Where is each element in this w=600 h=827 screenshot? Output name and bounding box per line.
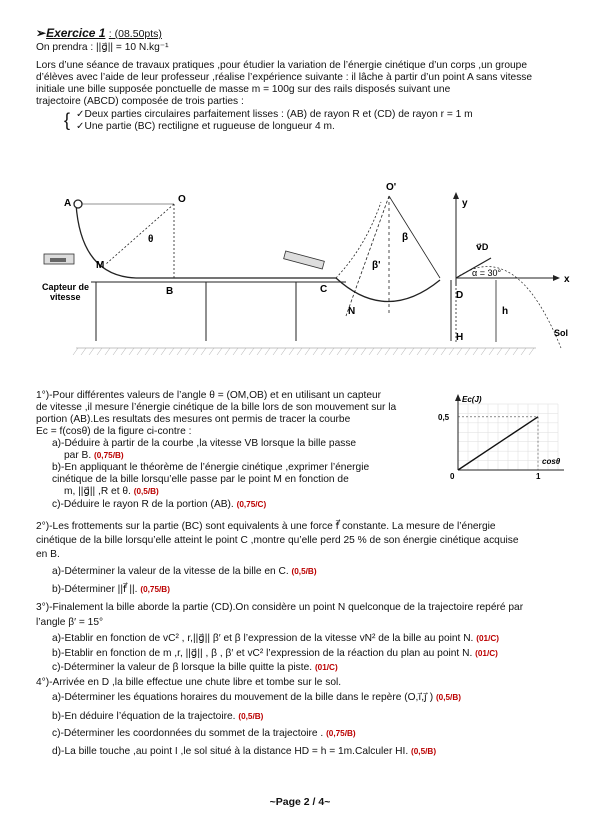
y-axis-label: Ec(J) [462,395,482,404]
page-footer: ~Page 2 / 4~ [269,796,331,808]
ground-hatch-line [73,348,78,355]
label-m: M [96,260,105,271]
label-h-point: H [456,332,464,343]
q3b-text: b)-Etablir en fonction de m ,r, ||g⃗|| , β , β′ et vC² l’expression de la réaction du plan au point N. [52,648,473,659]
q1c-line [52,499,592,511]
ground-hatch-line [385,348,390,355]
label-x: x [564,274,570,285]
q1-line-3: portion (AB).Les resultats des mesures ont permis de tracer la courbe [36,414,351,425]
intro-line-4: trajectoire (ABCD) composée de trois parties : [36,96,244,107]
q3a-line [52,633,592,645]
y-axis-arrow [455,394,461,401]
ground-hatch-line [497,348,502,355]
track-ab [76,204,136,278]
ground-hatch-line [169,348,174,355]
q4b-mark: (0,5/B) [238,712,264,721]
title-arrow-icon: ➢ [36,26,47,40]
intro-line-1: Lors d’une séance de travaux pratiques ,pour étudier la variation de l’énergie cinétique d’un corps ,un groupe [36,60,528,71]
ground-hatch-line [481,348,486,355]
label-c: C [320,284,328,295]
ground-hatch-line [289,348,294,355]
ground-hatch-line [473,348,478,355]
label-o-prime: O' [386,182,397,193]
ground-hatch-line [225,348,230,355]
ground-hatch-line [433,348,438,355]
ground-hatch-line [265,348,270,355]
q4b-text: b)-En déduire l’équation de la trajectoire. [52,711,236,722]
ground-hatch-line [137,348,142,355]
q4-line-1: 4°)-Arrivée en D ,la bille effectue une chute libre et tombe sur le sol. [36,677,342,688]
ground-hatch-line [81,348,86,355]
label-o: O [178,194,186,205]
q2b-text: b)-Déterminer ||f⃗ ||. [52,584,138,595]
y-tick-label: 0,5 [438,412,450,422]
track-cd [336,278,440,302]
x-tick-label-0: 0 [450,472,455,481]
x-axis-label: cosθ [542,457,561,466]
q2-line-2: cinétique de la bille lorsqu’elle atteint le point C ,montre qu’elle perd 25 % de son énergie cinétique acquise [36,535,519,546]
speed-sensor-icon [44,254,74,264]
q4c-text: c)-Déterminer les coordonnées du sommet de la trajectoire . [52,728,324,739]
q1c-text: c)-Déduire le rayon R de la portion (AB). [52,499,234,510]
ground-hatch-line [449,348,454,355]
q1a-mark: (0,75/B) [94,451,124,460]
q2a-line [52,566,592,578]
q1-line-4: Ec = f(cosθ) de la figure ci-contre : [36,426,192,437]
ground-hatch-line [89,348,94,355]
q4b-line [52,711,592,723]
free-fall-trajectory [456,267,561,348]
ground-hatch-line [369,348,374,355]
label-beta: β [402,232,409,243]
ground-hatch-line [313,348,318,355]
ground-hatch-line [185,348,190,355]
q4a-mark: (0,5/B) [435,693,461,702]
q4d-mark: (0,5/B) [411,747,437,756]
exercise-title [36,27,576,40]
ground-hatch-line [393,348,398,355]
q2-line-3: en B. [36,549,60,560]
label-y: y [462,198,468,209]
q1-line-1: 1°)-Pour différentes valeurs de l’angle θ = (OM,OB) et en utilisant un capteur [36,390,382,401]
ground-hatch-line [249,348,254,355]
ground-hatch-line [465,348,470,355]
ground-hatch-line [361,348,366,355]
ground-hatch-line [281,348,286,355]
q1a-line-1: a)-Déduire à partir de la courbe ,la vitesse VB lorsque la bille passe [52,438,357,449]
label-sensor-1: Capteur de [42,282,90,292]
supports [96,280,451,341]
experiment-figure [36,176,576,358]
q4c-mark: (0,75/B) [326,729,356,738]
q4a-line [52,692,592,704]
exercise-title-text: Exercice 1 [46,26,106,40]
radius-od [389,196,440,278]
q3c-mark: (01/C) [314,663,338,672]
q1a-line-2-text: par B. [64,450,92,461]
ground-hatch-line [377,348,382,355]
ground-hatch-line [257,348,262,355]
x-tick-label-1: 1 [536,472,541,481]
ground-hatch-line [417,348,422,355]
q3c-line [52,662,592,674]
ground-hatch-line [177,348,182,355]
ground-hatch-line [113,348,118,355]
ball-a [74,200,82,208]
q1b-mark: (0,5/B) [133,487,159,496]
q2a-text: a)-Déterminer la valeur de la vitesse de la bille en C. [52,566,289,577]
ground-hatch-line [305,348,310,355]
q1b-line-1: b)-En appliquant le théorème de l’énergie cinétique ,exprimer l’énergie [52,462,370,473]
x-axis-arrow [553,275,560,281]
ground-hatch-line [233,348,238,355]
label-sensor-2: vitesse [50,292,81,302]
q4d-line [52,746,592,758]
label-alpha: α = 30° [472,268,502,278]
ground-hatch-line [345,348,350,355]
exercise-points: : (08.50pts) [108,28,162,40]
ground-hatch-line [121,348,126,355]
speed-sensor-icon-2 [284,251,325,269]
ground-hatch-line [353,348,358,355]
label-theta: θ [148,234,154,245]
q3c-text: c)-Déterminer la valeur de β lorsque la bille quitte la piste. [52,662,313,673]
label-beta-prime: β' [372,260,381,271]
q2a-mark: (0,5/B) [291,567,317,576]
q2b-mark: (0,75/B) [140,585,170,594]
ground-hatch-line [129,348,134,355]
q2-line-1: 2°)-Les frottements sur la partie (BC) sont equivalents à une force f⃗ constante. La mesure de l’énergie [36,521,496,532]
ground-hatch-line [153,348,158,355]
radius-om [106,204,174,264]
part-line-1: ✓Deux parties circulaires parfaitement lisses : (AB) de rayon R et (CD) de rayon r = 1 m [76,109,473,120]
ground-hatch-line [489,348,494,355]
q1-line-2: de vitesse ,il mesure l’énergie cinétique de la bille lors de son mouvement sur la [36,402,397,413]
label-d: D [456,290,464,301]
ground-hatch-line [201,348,206,355]
label-h: h [502,306,509,317]
label-n: N [348,306,356,317]
intro-line-3: initiale une bille supposée ponctuelle de masse m = 100g sur des rails disposés suivant une [36,84,451,95]
q3b-mark: (01/C) [475,649,498,658]
q4d-text: d)-La bille touche ,au point I ,le sol situé à la distance HD = h = 1m.Calculer HI. [52,746,409,757]
q3-line-1: 3°)-Finalement la bille aborde la partie (CD).On considère un point N quelconque de la trajectoire repéré par [36,602,524,613]
intro-line-2: d’élèves avec l’aide de leur professeur ,réalise l’expérience suivante : il lâche à partir d’un point A sans vitesse [36,72,533,83]
q2b-line [52,584,592,596]
q1b-line-2: cinétique de la bille lorsqu’elle passe par le point M en fonction de [52,474,349,485]
ground-hatch-line [273,348,278,355]
ground-hatch-line [457,348,462,355]
ground-hatch-line [337,348,342,355]
q1b-line-3-text: m, ||g⃗|| ,R et θ. [64,486,131,497]
q3a-mark: (01/C) [476,634,499,643]
ground-hatch-line [145,348,150,355]
ground-hatch-line [241,348,246,355]
label-sol: Sol [554,328,569,338]
q1c-mark: (0,75/C) [236,500,267,509]
label-a: A [64,198,72,209]
q4c-line [52,728,592,740]
label-b: B [166,286,174,297]
ground-hatch-line [521,348,526,355]
label-vd: v⃗D [476,242,489,252]
given-gravity: On prendra : ||g⃗|| = 10 N.kg⁻¹ [36,42,169,53]
ground-hatch-line [97,348,102,355]
ground-hatch-line [217,348,222,355]
ground-hatch-line [529,348,534,355]
ground-hatch-line [297,348,302,355]
y-axis-arrow [453,192,459,199]
ground-hatch-line [401,348,406,355]
ground-hatch-line [209,348,214,355]
q3b-line [52,648,592,660]
brace-icon: { [64,110,71,130]
part-line-2: ✓Une partie (BC) rectiligne et rugueuse de longueur 4 m. [76,121,335,132]
ground-hatch-line [193,348,198,355]
ground-hatch-line [321,348,326,355]
ground-hatch-line [105,348,110,355]
ground-hatch-line [505,348,510,355]
ground-hatch-line [161,348,166,355]
ground-hatch-line [441,348,446,355]
q3a-text: a)-Etablir en fonction de vC² , r,||g⃗|| β′ et β l’expression de la vitesse vN² de la bille au point N. [52,633,474,644]
ground-hatch-line [329,348,334,355]
ground-hatch-line [409,348,414,355]
ec-cos-graph [430,390,570,490]
ground-hatch-line [513,348,518,355]
ground-hatch-line [425,348,430,355]
q3-line-2: l’angle β′ = 15° [36,617,104,628]
q4a-text: a)-Déterminer les équations horaires du mouvement de la bille dans le repère (O,i⃗,j⃗ ) [52,692,434,703]
